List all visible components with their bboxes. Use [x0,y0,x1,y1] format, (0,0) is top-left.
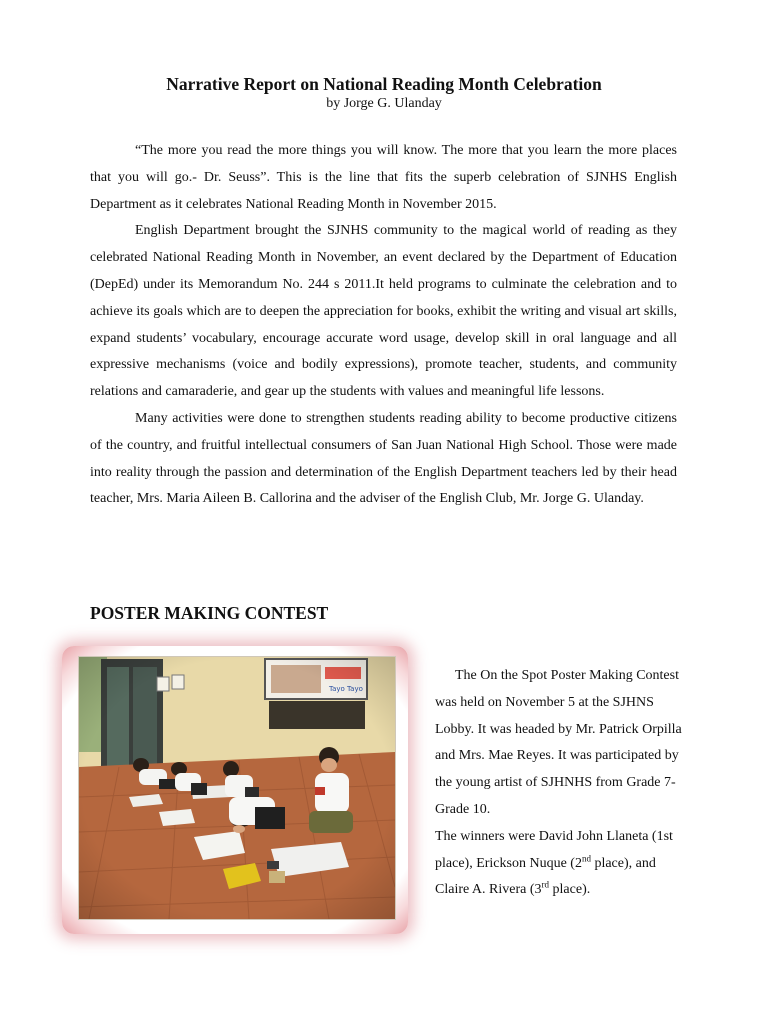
paragraph-department: English Department brought the SJNHS community to the magical world of reading as they celebrated National Reading Month in November, an event declared by the Department of Education (DepEd) under its Memorandum No. 244 s 2011.It held programs to culminate the celebration and to achieve its goals which are to deepen the appreciation for books, exhibit the writing and visual art skills, expand students’ vocabulary, encourage accurate word usage, develop skill in oral language and all expressive mechanisms (voice and bodily expressions), promote teacher, students, and community relations and camaraderie, and gear up the students with values and meaningful life lessons. [90,223,677,400]
winners-intro: The winners were David John Llaneta (1st place), Erickson Nuque (2 [435,828,673,871]
poster-contest-photo [78,656,396,920]
poster-winners [435,824,685,904]
winners-end: place). [549,882,591,898]
poster-description [435,663,685,904]
winners-mid: place), and Claire A. Rivera (3 [435,855,656,898]
report-byline: by Jorge G. Ulanday [326,96,442,111]
poster-section-heading: POSTER MAKING CONTEST [90,603,329,623]
report-title: Narrative Report on National Reading Month Celebration [166,74,602,94]
second-place-sup: nd [581,852,591,863]
third-place-sup: rd [541,879,550,890]
paragraph-intro: “The more you read the more things you will know. The more that you learn the more places that you will go.- Dr. Seuss”. This is the line that fits the superb celebration of SJNHS English Department as it celebrates National Reading Month in November 2015. [90,143,677,212]
poster-description-text: The On the Spot Poster Making Contest was held on November 5 at the SJHNS Lobby. It was headed by Mr. Patrick Orpilla and Mrs. Mae Reyes. It was participated by the young artist of SJHNHS from Grade 7-Grade 10. [435,668,682,817]
paragraph-activities: Many activities were done to strengthen students reading ability to become productive citizens of the country, and fruitful intellectual consumers of San Juan National High School. Those were made into reality through the passion and determination of the English Department teachers led by their head teacher, Mrs. Maria Aileen B. Callorina and the adviser of the English Club, Mr. Jorge G. Ulanday. [90,410,677,507]
report-body [90,138,677,513]
